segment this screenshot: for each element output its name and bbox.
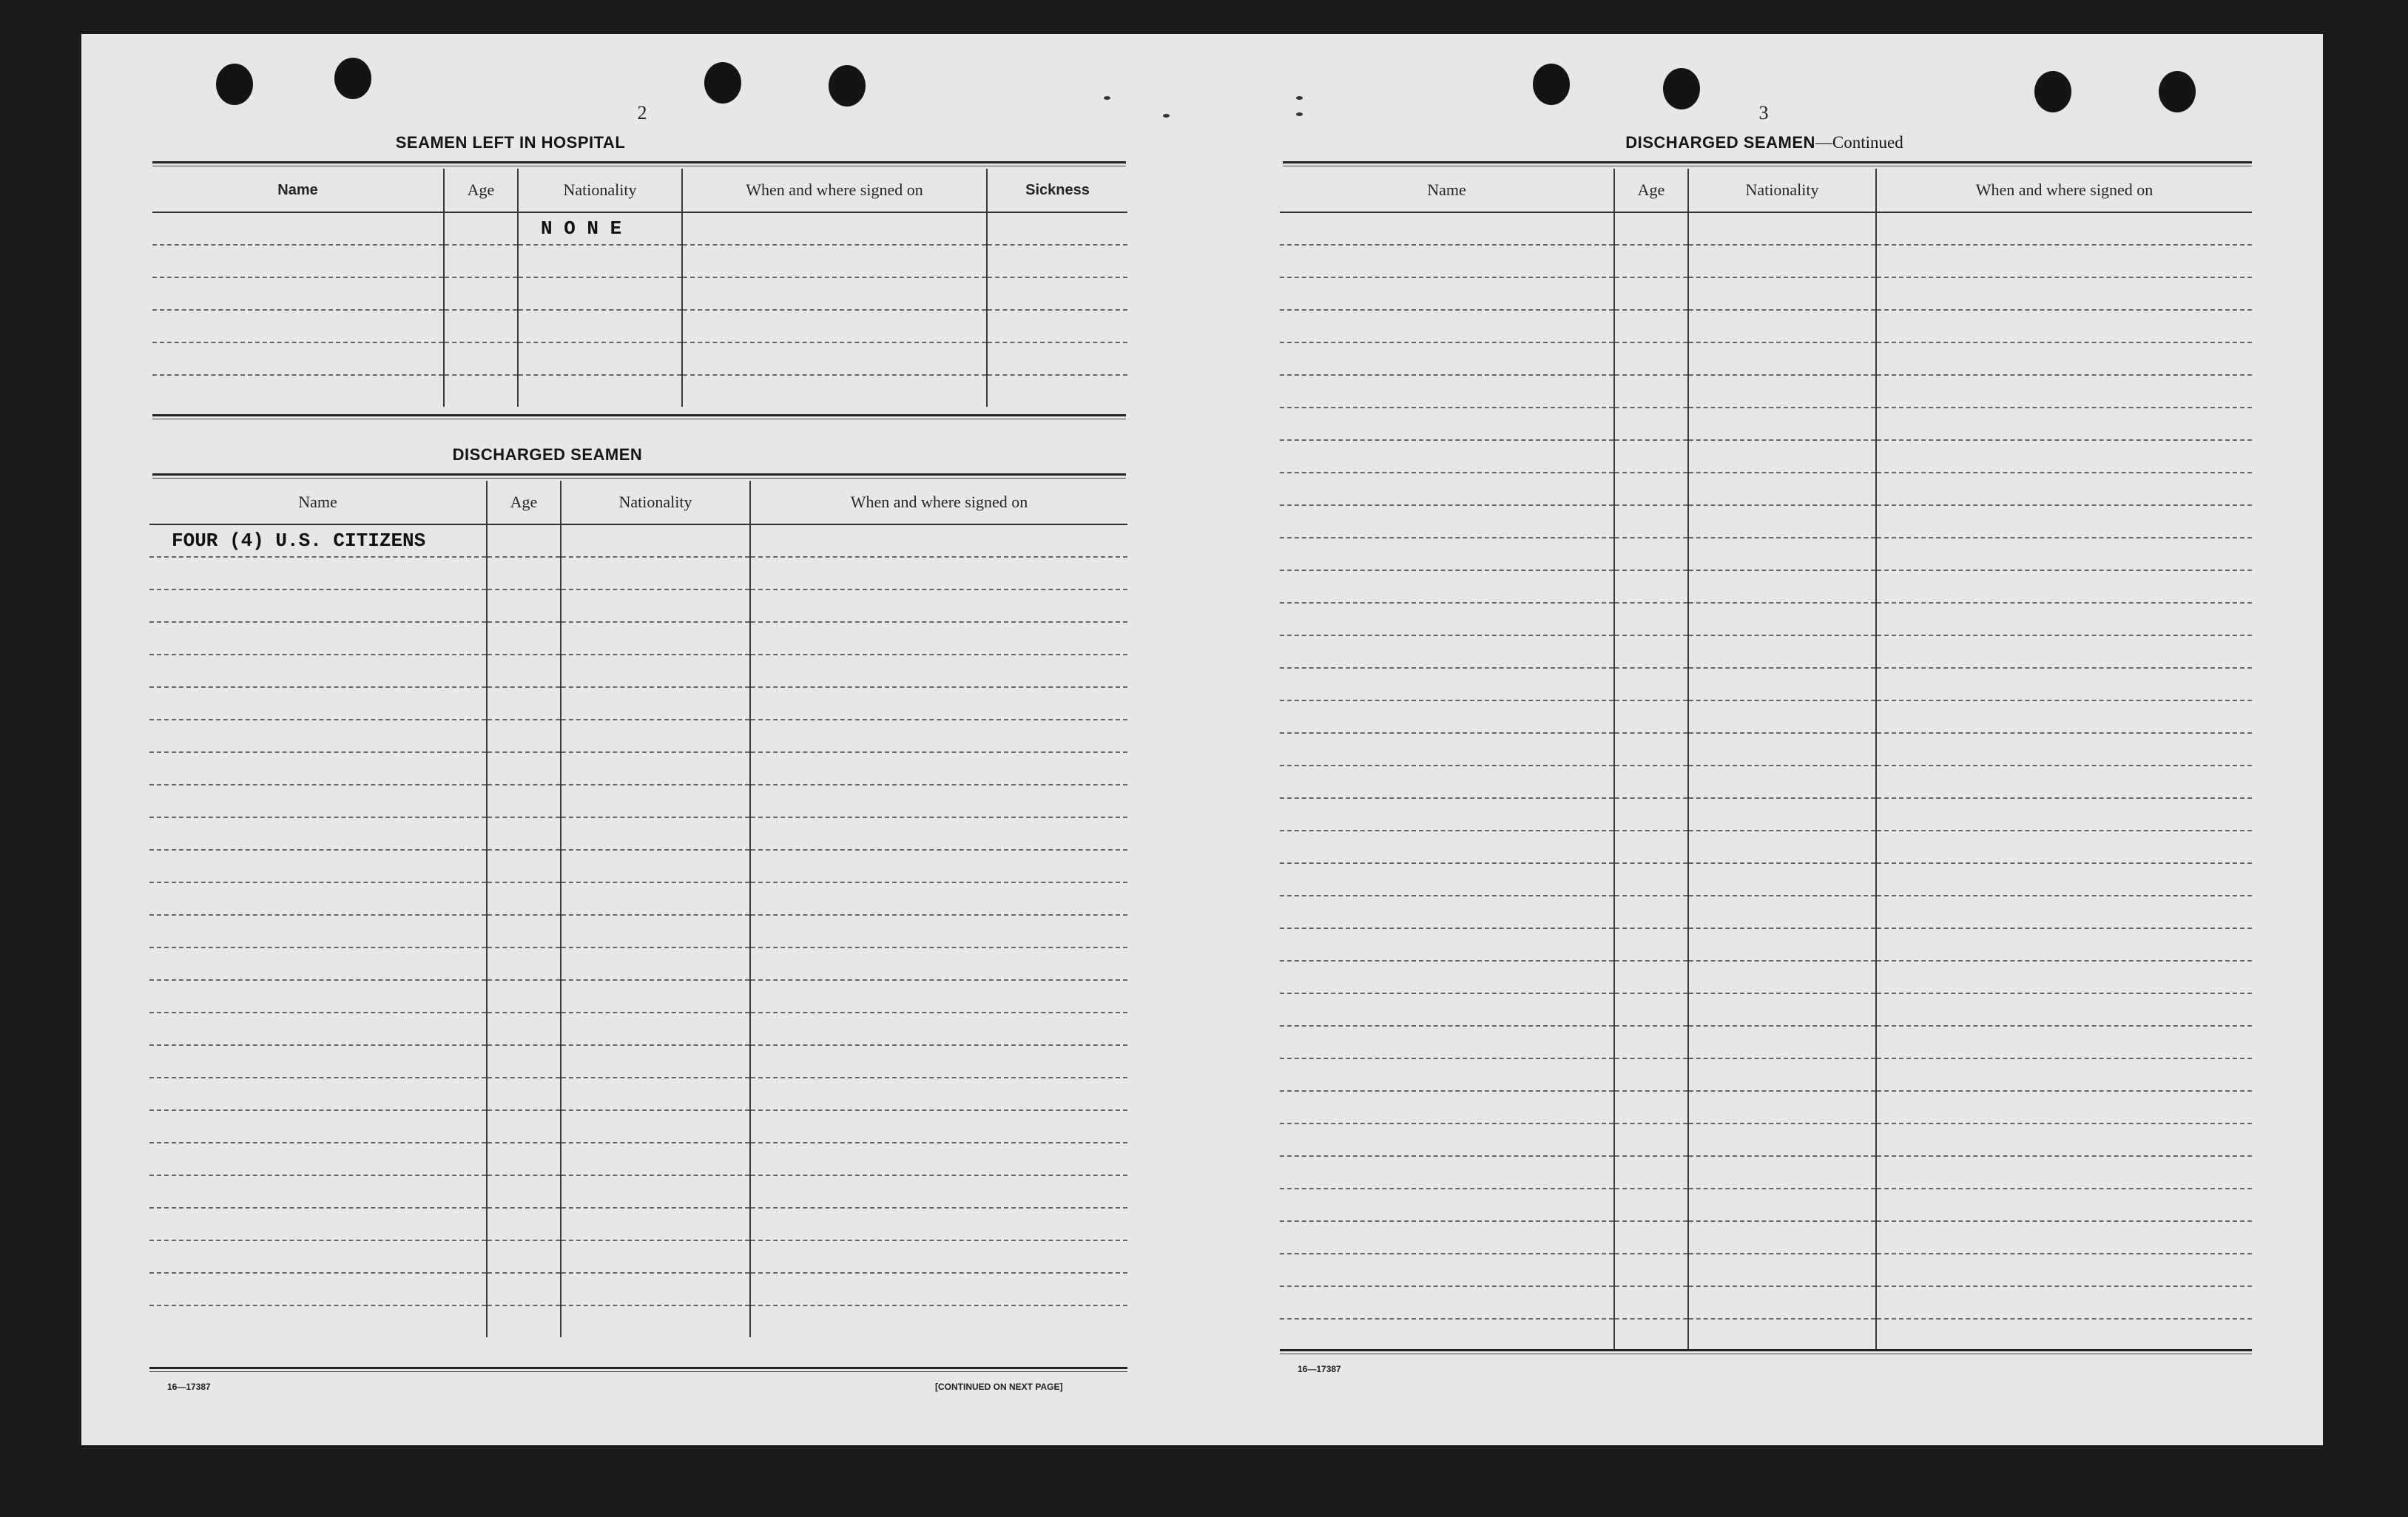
table-row (1280, 831, 2252, 863)
col-header-name: Name (149, 481, 487, 524)
table-row (149, 1110, 1127, 1143)
ink-speck (1104, 96, 1110, 100)
discharged-section-title: DISCHARGED SEAMEN (452, 445, 643, 464)
table-row (1280, 245, 2252, 277)
page-number-right: 3 (1758, 102, 1769, 124)
col-header-nationality: Nationality (1688, 169, 1876, 212)
table-row (1280, 766, 2252, 798)
double-rule (152, 161, 1126, 166)
col-header-signed-on: When and where signed on (1876, 169, 2252, 212)
table-row (1280, 538, 2252, 570)
col-header-age: Age (444, 169, 518, 212)
table-row (1280, 863, 2252, 896)
table-row (149, 524, 1127, 557)
punch-hole (1533, 64, 1570, 105)
table-row (149, 655, 1127, 687)
table-row (1280, 1124, 2252, 1156)
table-row (1280, 1189, 2252, 1221)
table-row (152, 310, 1127, 342)
table-row (1280, 1058, 2252, 1091)
table-row (149, 1143, 1127, 1175)
table-row (149, 980, 1127, 1013)
col-header-sickness: Sickness (987, 169, 1127, 212)
table-row (1280, 212, 2252, 245)
discharged-continued-table (1280, 169, 2252, 1351)
table-row (1280, 896, 2252, 928)
col-header-signed-on: When and where signed on (682, 169, 987, 212)
table-row (149, 687, 1127, 720)
table-row (1280, 668, 2252, 700)
double-rule (1283, 161, 2252, 166)
ink-speck (1163, 114, 1170, 118)
punch-hole (334, 58, 371, 99)
form-number-left: 16—17387 (167, 1382, 211, 1392)
table-row (1280, 603, 2252, 635)
table-row (1280, 1319, 2252, 1351)
table-row (149, 882, 1127, 915)
punch-hole (2159, 71, 2196, 112)
right-section-title (1554, 133, 1975, 152)
table-row (149, 1175, 1127, 1208)
table-row (152, 245, 1127, 277)
table-row (149, 557, 1127, 589)
punch-hole (2034, 71, 2071, 112)
ink-speck (1296, 96, 1303, 100)
table-row (149, 720, 1127, 752)
right-section-title-suffix: —Continued (1815, 133, 1903, 152)
table-row (149, 1273, 1127, 1305)
table-row (149, 752, 1127, 785)
punch-hole (829, 65, 866, 107)
table-row (1280, 700, 2252, 733)
table-row (1280, 473, 2252, 505)
table-row (149, 785, 1127, 817)
table-row (1280, 961, 2252, 993)
table-row (149, 1240, 1127, 1273)
table-row (149, 850, 1127, 882)
table-row (149, 947, 1127, 980)
table-row (1280, 375, 2252, 408)
table-row (1280, 1091, 2252, 1124)
form-number-right: 16—17387 (1298, 1364, 1341, 1374)
table-row (152, 277, 1127, 310)
document-sheet (81, 34, 2323, 1445)
table-row (1280, 928, 2252, 961)
discharged-table (149, 481, 1127, 1337)
col-header-age: Age (1614, 169, 1688, 212)
table-row (1280, 342, 2252, 375)
punch-hole (1663, 68, 1700, 109)
hospital-entry: N O N E (518, 212, 682, 245)
table-row (1280, 408, 2252, 440)
col-header-age: Age (487, 481, 561, 524)
table-row (1280, 570, 2252, 603)
table-row (1280, 993, 2252, 1026)
discharged-entry: FOUR (4) U.S. CITIZENS (149, 524, 487, 557)
table-row (149, 915, 1127, 947)
table-row (1280, 505, 2252, 538)
punch-hole (216, 64, 253, 105)
hospital-section-title: SEAMEN LEFT IN HOSPITAL (395, 133, 626, 152)
punch-hole (704, 62, 741, 104)
table-row (149, 589, 1127, 622)
table-row (152, 375, 1127, 407)
double-rule (149, 1367, 1127, 1372)
table-row (149, 1013, 1127, 1045)
table-row (149, 1045, 1127, 1078)
table-row (152, 342, 1127, 375)
table-row (1280, 1026, 2252, 1058)
table-row (149, 1078, 1127, 1110)
ink-speck (1296, 112, 1303, 116)
page-number-left: 2 (637, 102, 647, 124)
table-row (1280, 310, 2252, 342)
table-row (152, 212, 1127, 245)
table-row (149, 1305, 1127, 1337)
double-rule (152, 473, 1126, 479)
col-header-name: Name (152, 169, 444, 212)
col-header-nationality: Nationality (561, 481, 750, 524)
col-header-signed-on: When and where signed on (750, 481, 1127, 524)
hospital-table (152, 169, 1127, 407)
table-row (1280, 1221, 2252, 1254)
table-row (1280, 635, 2252, 668)
col-header-name: Name (1280, 169, 1614, 212)
double-rule (1280, 1349, 2252, 1354)
table-row (149, 817, 1127, 850)
table-row (149, 622, 1127, 655)
table-row (1280, 1254, 2252, 1286)
table-row (1280, 1286, 2252, 1319)
table-row (149, 1208, 1127, 1240)
table-row (1280, 1156, 2252, 1189)
double-rule (152, 414, 1126, 419)
continued-note: [CONTINUED ON NEXT PAGE] (935, 1382, 1063, 1392)
table-row (1280, 733, 2252, 766)
table-row (1280, 798, 2252, 831)
right-section-title-main: DISCHARGED SEAMEN (1625, 133, 1815, 152)
col-header-nationality: Nationality (518, 169, 682, 212)
table-row (1280, 277, 2252, 310)
table-row (1280, 440, 2252, 473)
